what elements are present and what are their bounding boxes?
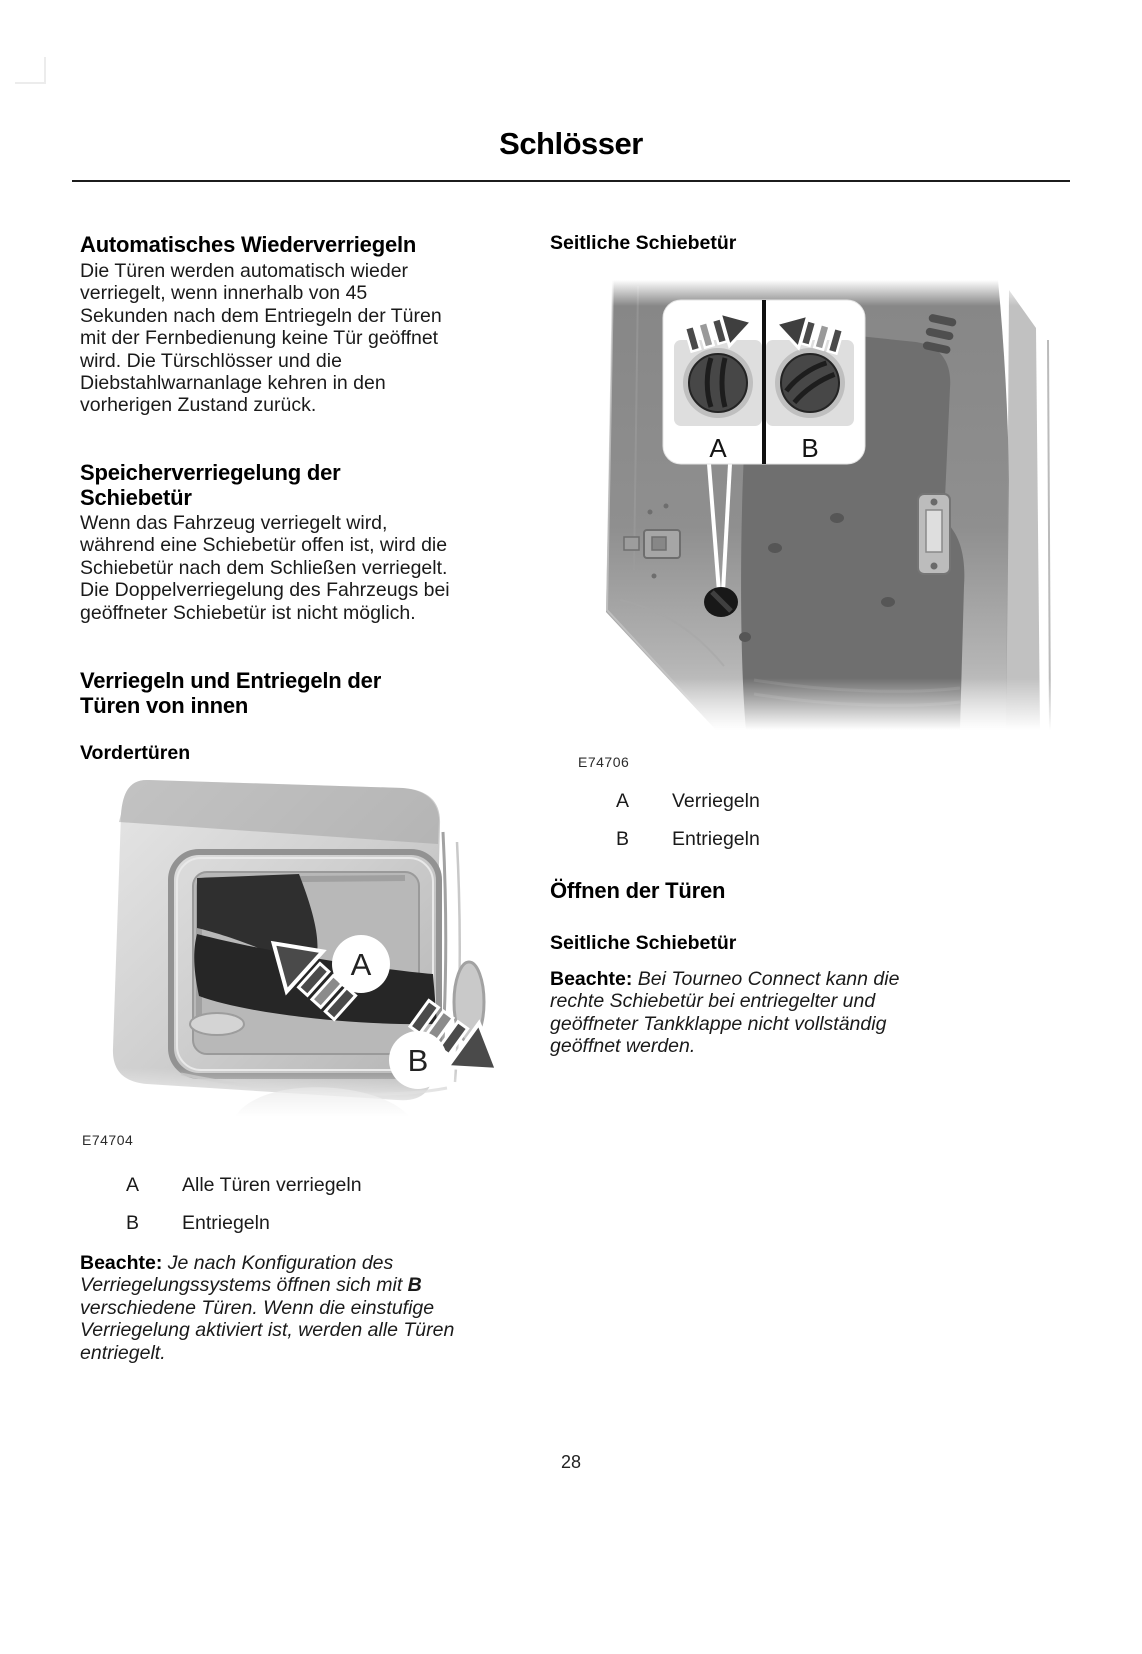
bottom-fade: [568, 678, 1060, 730]
corner-mark: [15, 57, 46, 84]
lock-knob-b: [775, 348, 845, 418]
figure-label-b: B: [407, 1043, 429, 1078]
figure-legend: [126, 1174, 506, 1250]
note-text: Bei Tourneo Connect kann die rechte Schiebetür bei entriegelter und geöffneter Tankklappe nicht vollständig geöffnet werden.: [550, 968, 900, 1058]
figure-caption: E74706: [578, 754, 630, 770]
paragraph-memory-lock: Wenn das Fahrzeug verriegelt wird, während eine Schiebetür offen ist, wird die Schiebetür nach dem Schließen verriegelt. Die Doppelverriegelung des Fahrzeugs bei geöffneter Schiebetür ist nicht möglich.: [80, 512, 450, 624]
subheading-side-sliding-door-2: Seitliche Schiebetür: [550, 932, 737, 954]
legend-value: Alle Türen verriegeln: [182, 1174, 362, 1196]
door-right-fold: [1006, 290, 1040, 730]
lock-knob: [704, 587, 738, 617]
note-label: Beachte:: [80, 1252, 163, 1274]
subheading-front-doors: Vordertüren: [80, 742, 191, 764]
lock-knob-a: [683, 348, 753, 418]
latch-striker-plate: [918, 494, 950, 574]
figure-label-a: A: [350, 947, 372, 982]
legend-key: B: [616, 828, 630, 850]
title-rule: [72, 180, 1070, 182]
legend-value: Verriegeln: [672, 790, 760, 812]
figure-caption: E74704: [82, 1132, 134, 1148]
legend-row: [126, 1174, 506, 1197]
paragraph-automatic-relock: Die Türen werden automatisch wieder verriegelt, wenn innerhalb von 45 Sekunden nach dem Entriegeln der Türen mit der Fernbedienung keine Tür geöffnet wird. Die Türschlösser und die Diebstahlwarnanlage kehren in den vorherigen Zustand zurück.: [80, 260, 442, 417]
legend-key: A: [616, 790, 630, 812]
heading-memory-lock: Speicherverriegelung der Schiebetür: [80, 460, 341, 510]
heading-lock-unlock-inside: Verriegeln und Entriegeln der Türen von innen: [80, 668, 382, 718]
note-label: Beachte:: [550, 968, 633, 990]
handle-end-cap: [190, 1013, 244, 1035]
page-number: 28: [560, 1452, 582, 1472]
heading-opening-doors: Öffnen der Türen: [550, 878, 726, 903]
legend-row: [126, 1212, 506, 1235]
note-bold-ref: B: [407, 1274, 422, 1297]
door-frame-line: [1048, 340, 1050, 730]
legend-key: B: [126, 1212, 140, 1234]
note-text: Je nach Konfiguration des Verriegelungssystems öffnen sich mit: [80, 1252, 403, 1297]
figure-label-b: B: [801, 433, 819, 463]
legend-value: Entriegeln: [672, 828, 760, 850]
lock-controls-callout: [663, 300, 865, 464]
note-tourneo-connect: [550, 968, 1065, 1058]
note-lock-configuration: [80, 1252, 528, 1364]
front-door-handle-figure: [85, 772, 500, 1117]
note-text: verschiedene Türen. Wenn die einstufige Verriegelung aktiviert ist, werden alle Türen entriegelt.: [80, 1296, 455, 1364]
legend-key: A: [126, 1174, 140, 1196]
figure-label-a: A: [709, 433, 727, 463]
sliding-door-lock-figure: [568, 280, 1060, 730]
page-title: Schlösser: [499, 126, 643, 161]
legend-row: [616, 790, 1036, 813]
heading-automatic-relock: Automatisches Wiederverriegeln: [80, 232, 417, 257]
figure-legend: [616, 790, 1036, 866]
legend-value: Entriegeln: [182, 1212, 270, 1234]
legend-row: [616, 828, 1036, 851]
subheading-side-sliding-door: Seitliche Schiebetür: [550, 232, 737, 254]
